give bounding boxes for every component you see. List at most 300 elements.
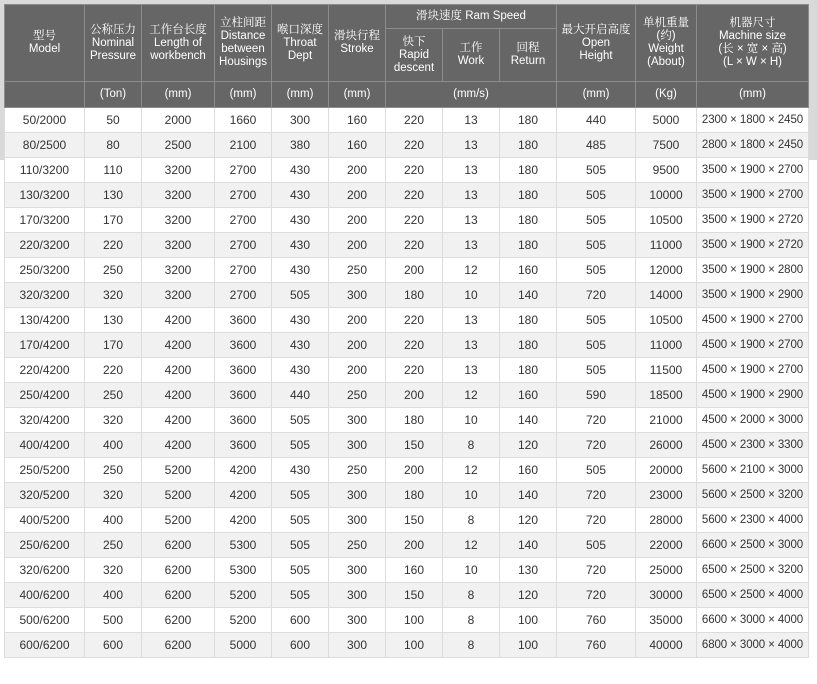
cell-throat: 505: [272, 483, 329, 508]
cell-distance: 2100: [215, 133, 272, 158]
unit-open-height: (mm): [557, 82, 636, 108]
cell-open-height: 505: [557, 333, 636, 358]
cell-pressure: 320: [85, 558, 142, 583]
cell-return: 180: [500, 183, 557, 208]
cell-model: 320/3200: [5, 283, 85, 308]
table-row: [5, 158, 809, 183]
cell-stroke: 200: [329, 358, 386, 383]
cell-throat: 440: [272, 383, 329, 408]
cell-throat: 300: [272, 108, 329, 133]
cell-machine-size: 3500 × 1900 × 2800: [697, 258, 809, 283]
cell-pressure: 110: [85, 158, 142, 183]
cell-model: 250/5200: [5, 458, 85, 483]
header-open-height: 最大开启高度 Open Height: [557, 5, 636, 82]
cell-pressure: 220: [85, 233, 142, 258]
cell-rapid: 200: [386, 383, 443, 408]
cell-length: 2000: [142, 108, 215, 133]
cell-weight: 11000: [636, 233, 697, 258]
cell-throat: 505: [272, 433, 329, 458]
cell-work: 13: [443, 233, 500, 258]
cell-stroke: 300: [329, 508, 386, 533]
table-row: [5, 358, 809, 383]
table-row: [5, 383, 809, 408]
cell-distance: 4200: [215, 483, 272, 508]
table-row: [5, 583, 809, 608]
cell-model: 320/4200: [5, 408, 85, 433]
cell-return: 180: [500, 158, 557, 183]
cell-model: 50/2000: [5, 108, 85, 133]
cell-rapid: 220: [386, 133, 443, 158]
unit-speed: (mm/s): [386, 82, 557, 108]
cell-model: 250/3200: [5, 258, 85, 283]
cell-distance: 4200: [215, 508, 272, 533]
cell-throat: 505: [272, 408, 329, 433]
cell-open-height: 720: [557, 558, 636, 583]
header-stroke: 滑块行程 Stroke: [329, 5, 386, 82]
cell-open-height: 505: [557, 158, 636, 183]
cell-work: 13: [443, 358, 500, 383]
cell-stroke: 300: [329, 408, 386, 433]
cell-pressure: 400: [85, 508, 142, 533]
header-machine-size: 机器尺寸 Machine size (长 × 宽 × 高) (L × W × H): [697, 5, 809, 82]
cell-rapid: 100: [386, 608, 443, 633]
cell-distance: 2700: [215, 233, 272, 258]
cell-open-height: 720: [557, 408, 636, 433]
cell-distance: 5200: [215, 583, 272, 608]
cell-rapid: 200: [386, 458, 443, 483]
cell-pressure: 250: [85, 458, 142, 483]
cell-pressure: 50: [85, 108, 142, 133]
cell-work: 8: [443, 583, 500, 608]
table-row: [5, 508, 809, 533]
cell-machine-size: 3500 × 1900 × 2700: [697, 183, 809, 208]
cell-machine-size: 6600 × 2500 × 3000: [697, 533, 809, 558]
table-row: [5, 458, 809, 483]
cell-length: 4200: [142, 308, 215, 333]
cell-length: 6200: [142, 558, 215, 583]
cell-distance: 3600: [215, 308, 272, 333]
cell-rapid: 150: [386, 433, 443, 458]
cell-return: 140: [500, 483, 557, 508]
cell-work: 8: [443, 633, 500, 658]
header-units-row: [5, 82, 809, 108]
cell-model: 250/6200: [5, 533, 85, 558]
cell-weight: 7500: [636, 133, 697, 158]
table-row: [5, 283, 809, 308]
cell-return: 160: [500, 458, 557, 483]
cell-return: 180: [500, 333, 557, 358]
cell-pressure: 500: [85, 608, 142, 633]
cell-stroke: 300: [329, 558, 386, 583]
cell-return: 160: [500, 383, 557, 408]
cell-distance: 5000: [215, 633, 272, 658]
cell-stroke: 300: [329, 483, 386, 508]
cell-open-height: 720: [557, 283, 636, 308]
cell-length: 5200: [142, 458, 215, 483]
cell-length: 3200: [142, 258, 215, 283]
cell-work: 13: [443, 308, 500, 333]
cell-distance: 2700: [215, 208, 272, 233]
cell-stroke: 200: [329, 308, 386, 333]
cell-stroke: 200: [329, 158, 386, 183]
cell-model: 130/4200: [5, 308, 85, 333]
table-row: [5, 333, 809, 358]
cell-pressure: 170: [85, 208, 142, 233]
table-row: [5, 433, 809, 458]
cell-pressure: 130: [85, 308, 142, 333]
cell-rapid: 220: [386, 358, 443, 383]
cell-weight: 35000: [636, 608, 697, 633]
cell-rapid: 220: [386, 233, 443, 258]
cell-work: 10: [443, 408, 500, 433]
cell-length: 6200: [142, 533, 215, 558]
cell-stroke: 250: [329, 458, 386, 483]
cell-distance: 2700: [215, 158, 272, 183]
cell-open-height: 720: [557, 508, 636, 533]
cell-model: 400/4200: [5, 433, 85, 458]
cell-stroke: 160: [329, 108, 386, 133]
cell-machine-size: 4500 × 1900 × 2700: [697, 308, 809, 333]
cell-return: 140: [500, 408, 557, 433]
cell-model: 220/3200: [5, 233, 85, 258]
cell-rapid: 220: [386, 158, 443, 183]
cell-length: 6200: [142, 583, 215, 608]
header-ram-speed: 滑块速度 Ram Speed: [386, 5, 557, 29]
cell-pressure: 250: [85, 383, 142, 408]
cell-machine-size: 3500 × 1900 × 2720: [697, 233, 809, 258]
cell-weight: 9500: [636, 158, 697, 183]
cell-pressure: 250: [85, 258, 142, 283]
cell-rapid: 200: [386, 533, 443, 558]
cell-return: 180: [500, 233, 557, 258]
cell-open-height: 505: [557, 233, 636, 258]
cell-weight: 10500: [636, 208, 697, 233]
cell-length: 6200: [142, 608, 215, 633]
cell-weight: 10000: [636, 183, 697, 208]
cell-return: 160: [500, 258, 557, 283]
header-pressure: 公称压力 Nominal Pressure: [85, 5, 142, 82]
cell-model: 80/2500: [5, 133, 85, 158]
cell-throat: 600: [272, 633, 329, 658]
cell-weight: 25000: [636, 558, 697, 583]
cell-rapid: 220: [386, 183, 443, 208]
cell-return: 100: [500, 633, 557, 658]
cell-stroke: 160: [329, 133, 386, 158]
table-row: [5, 133, 809, 158]
cell-length: 4200: [142, 358, 215, 383]
cell-work: 10: [443, 283, 500, 308]
cell-work: 12: [443, 383, 500, 408]
cell-length: 5200: [142, 483, 215, 508]
cell-length: 2500: [142, 133, 215, 158]
cell-work: 12: [443, 458, 500, 483]
cell-stroke: 200: [329, 333, 386, 358]
cell-throat: 505: [272, 283, 329, 308]
cell-throat: 430: [272, 308, 329, 333]
cell-return: 120: [500, 433, 557, 458]
header-row-top: [5, 5, 809, 29]
cell-model: 130/3200: [5, 183, 85, 208]
cell-machine-size: 5600 × 2300 × 4000: [697, 508, 809, 533]
table-body: [5, 108, 809, 658]
cell-pressure: 170: [85, 333, 142, 358]
cell-return: 140: [500, 533, 557, 558]
cell-work: 13: [443, 108, 500, 133]
cell-pressure: 250: [85, 533, 142, 558]
table-row: [5, 608, 809, 633]
cell-distance: 5200: [215, 608, 272, 633]
cell-model: 320/5200: [5, 483, 85, 508]
cell-open-height: 485: [557, 133, 636, 158]
cell-pressure: 80: [85, 133, 142, 158]
header-work: 工作 Work: [443, 29, 500, 82]
cell-work: 8: [443, 433, 500, 458]
cell-throat: 430: [272, 258, 329, 283]
cell-model: 220/4200: [5, 358, 85, 383]
cell-work: 8: [443, 508, 500, 533]
unit-stroke: (mm): [329, 82, 386, 108]
unit-blank: [5, 82, 85, 108]
cell-weight: 5000: [636, 108, 697, 133]
table-row: [5, 258, 809, 283]
cell-model: 600/6200: [5, 633, 85, 658]
header-throat: 喉口深度 Throat Dept: [272, 5, 329, 82]
cell-weight: 11500: [636, 358, 697, 383]
cell-machine-size: 6600 × 3000 × 4000: [697, 608, 809, 633]
spec-table: [4, 4, 809, 658]
cell-distance: 1660: [215, 108, 272, 133]
header-model: 型号 Model: [5, 5, 85, 82]
cell-throat: 505: [272, 583, 329, 608]
cell-machine-size: 6800 × 3000 × 4000: [697, 633, 809, 658]
cell-machine-size: 5600 × 2500 × 3200: [697, 483, 809, 508]
cell-throat: 600: [272, 608, 329, 633]
cell-distance: 2700: [215, 258, 272, 283]
cell-rapid: 220: [386, 108, 443, 133]
cell-return: 130: [500, 558, 557, 583]
unit-pressure: (Ton): [85, 82, 142, 108]
cell-work: 12: [443, 533, 500, 558]
cell-rapid: 220: [386, 208, 443, 233]
cell-rapid: 160: [386, 558, 443, 583]
cell-open-height: 440: [557, 108, 636, 133]
cell-rapid: 180: [386, 283, 443, 308]
cell-rapid: 220: [386, 333, 443, 358]
cell-machine-size: 2300 × 1800 × 2450: [697, 108, 809, 133]
cell-return: 180: [500, 133, 557, 158]
cell-rapid: 220: [386, 308, 443, 333]
cell-distance: 3600: [215, 383, 272, 408]
cell-throat: 430: [272, 333, 329, 358]
cell-throat: 430: [272, 233, 329, 258]
unit-distance: (mm): [215, 82, 272, 108]
cell-pressure: 400: [85, 583, 142, 608]
cell-work: 13: [443, 333, 500, 358]
cell-work: 8: [443, 608, 500, 633]
cell-model: 110/3200: [5, 158, 85, 183]
table-row: [5, 408, 809, 433]
cell-rapid: 200: [386, 258, 443, 283]
cell-throat: 430: [272, 208, 329, 233]
cell-return: 180: [500, 358, 557, 383]
cell-weight: 40000: [636, 633, 697, 658]
table-row: [5, 558, 809, 583]
header-length: 工作台长度 Length of workbench: [142, 5, 215, 82]
cell-pressure: 320: [85, 483, 142, 508]
cell-open-height: 505: [557, 458, 636, 483]
cell-stroke: 250: [329, 533, 386, 558]
cell-rapid: 180: [386, 408, 443, 433]
cell-machine-size: 4500 × 1900 × 2900: [697, 383, 809, 408]
cell-weight: 23000: [636, 483, 697, 508]
cell-length: 4200: [142, 408, 215, 433]
cell-stroke: 300: [329, 633, 386, 658]
cell-open-height: 505: [557, 208, 636, 233]
cell-open-height: 760: [557, 633, 636, 658]
cell-work: 13: [443, 158, 500, 183]
table-row: [5, 183, 809, 208]
cell-stroke: 300: [329, 283, 386, 308]
cell-stroke: 300: [329, 583, 386, 608]
cell-weight: 11000: [636, 333, 697, 358]
cell-return: 140: [500, 283, 557, 308]
cell-weight: 26000: [636, 433, 697, 458]
cell-return: 180: [500, 208, 557, 233]
cell-return: 100: [500, 608, 557, 633]
cell-work: 12: [443, 258, 500, 283]
header-rapid: 快下 Rapid descent: [386, 29, 443, 82]
cell-return: 120: [500, 583, 557, 608]
cell-model: 500/6200: [5, 608, 85, 633]
cell-machine-size: 4500 × 2300 × 3300: [697, 433, 809, 458]
cell-work: 13: [443, 208, 500, 233]
unit-throat: (mm): [272, 82, 329, 108]
cell-throat: 505: [272, 508, 329, 533]
cell-pressure: 220: [85, 358, 142, 383]
cell-stroke: 200: [329, 208, 386, 233]
cell-throat: 430: [272, 158, 329, 183]
cell-distance: 4200: [215, 458, 272, 483]
cell-length: 4200: [142, 383, 215, 408]
cell-length: 3200: [142, 208, 215, 233]
cell-open-height: 590: [557, 383, 636, 408]
unit-machine-size: (mm): [697, 82, 809, 108]
cell-machine-size: 6500 × 2500 × 4000: [697, 583, 809, 608]
cell-weight: 18500: [636, 383, 697, 408]
cell-machine-size: 3500 × 1900 × 2700: [697, 158, 809, 183]
cell-weight: 12000: [636, 258, 697, 283]
cell-stroke: 300: [329, 433, 386, 458]
cell-stroke: 300: [329, 608, 386, 633]
cell-length: 3200: [142, 283, 215, 308]
cell-model: 400/5200: [5, 508, 85, 533]
table-row: [5, 533, 809, 558]
cell-machine-size: 6500 × 2500 × 3200: [697, 558, 809, 583]
table-row: [5, 633, 809, 658]
table-row: [5, 233, 809, 258]
cell-machine-size: 4500 × 2000 × 3000: [697, 408, 809, 433]
cell-rapid: 180: [386, 483, 443, 508]
cell-model: 320/6200: [5, 558, 85, 583]
cell-stroke: 250: [329, 383, 386, 408]
cell-length: 4200: [142, 433, 215, 458]
cell-work: 13: [443, 183, 500, 208]
cell-stroke: 250: [329, 258, 386, 283]
table-row: [5, 308, 809, 333]
cell-throat: 380: [272, 133, 329, 158]
cell-throat: 505: [272, 533, 329, 558]
cell-throat: 430: [272, 183, 329, 208]
cell-rapid: 150: [386, 508, 443, 533]
cell-length: 3200: [142, 183, 215, 208]
cell-work: 13: [443, 133, 500, 158]
cell-work: 10: [443, 558, 500, 583]
unit-length: (mm): [142, 82, 215, 108]
cell-pressure: 320: [85, 408, 142, 433]
cell-length: 4200: [142, 333, 215, 358]
cell-open-height: 505: [557, 258, 636, 283]
cell-distance: 3600: [215, 358, 272, 383]
cell-distance: 5300: [215, 558, 272, 583]
cell-weight: 28000: [636, 508, 697, 533]
cell-return: 180: [500, 108, 557, 133]
unit-weight: (Kg): [636, 82, 697, 108]
cell-model: 170/4200: [5, 333, 85, 358]
cell-return: 180: [500, 308, 557, 333]
cell-stroke: 200: [329, 233, 386, 258]
cell-weight: 14000: [636, 283, 697, 308]
cell-weight: 20000: [636, 458, 697, 483]
cell-length: 3200: [142, 158, 215, 183]
cell-machine-size: 4500 × 1900 × 2700: [697, 358, 809, 383]
cell-length: 3200: [142, 233, 215, 258]
cell-machine-size: 2800 × 1800 × 2450: [697, 133, 809, 158]
cell-distance: 2700: [215, 283, 272, 308]
cell-length: 5200: [142, 508, 215, 533]
cell-open-height: 720: [557, 583, 636, 608]
cell-open-height: 505: [557, 358, 636, 383]
cell-distance: 3600: [215, 433, 272, 458]
header-distance: 立柱间距 Distance between Housings: [215, 5, 272, 82]
cell-return: 120: [500, 508, 557, 533]
cell-length: 6200: [142, 633, 215, 658]
cell-rapid: 100: [386, 633, 443, 658]
cell-distance: 3600: [215, 333, 272, 358]
cell-throat: 430: [272, 458, 329, 483]
cell-pressure: 600: [85, 633, 142, 658]
cell-weight: 21000: [636, 408, 697, 433]
cell-rapid: 150: [386, 583, 443, 608]
cell-distance: 2700: [215, 183, 272, 208]
cell-open-height: 720: [557, 433, 636, 458]
cell-open-height: 505: [557, 533, 636, 558]
cell-throat: 430: [272, 358, 329, 383]
header-weight: 单机重量(约) Weight (About): [636, 5, 697, 82]
cell-throat: 505: [272, 558, 329, 583]
cell-machine-size: 5600 × 2100 × 3000: [697, 458, 809, 483]
cell-open-height: 720: [557, 483, 636, 508]
cell-work: 10: [443, 483, 500, 508]
table-row: [5, 108, 809, 133]
header-return: 回程 Return: [500, 29, 557, 82]
cell-open-height: 505: [557, 183, 636, 208]
cell-distance: 5300: [215, 533, 272, 558]
cell-weight: 30000: [636, 583, 697, 608]
cell-model: 250/4200: [5, 383, 85, 408]
cell-model: 170/3200: [5, 208, 85, 233]
cell-stroke: 200: [329, 183, 386, 208]
cell-machine-size: 3500 × 1900 × 2900: [697, 283, 809, 308]
